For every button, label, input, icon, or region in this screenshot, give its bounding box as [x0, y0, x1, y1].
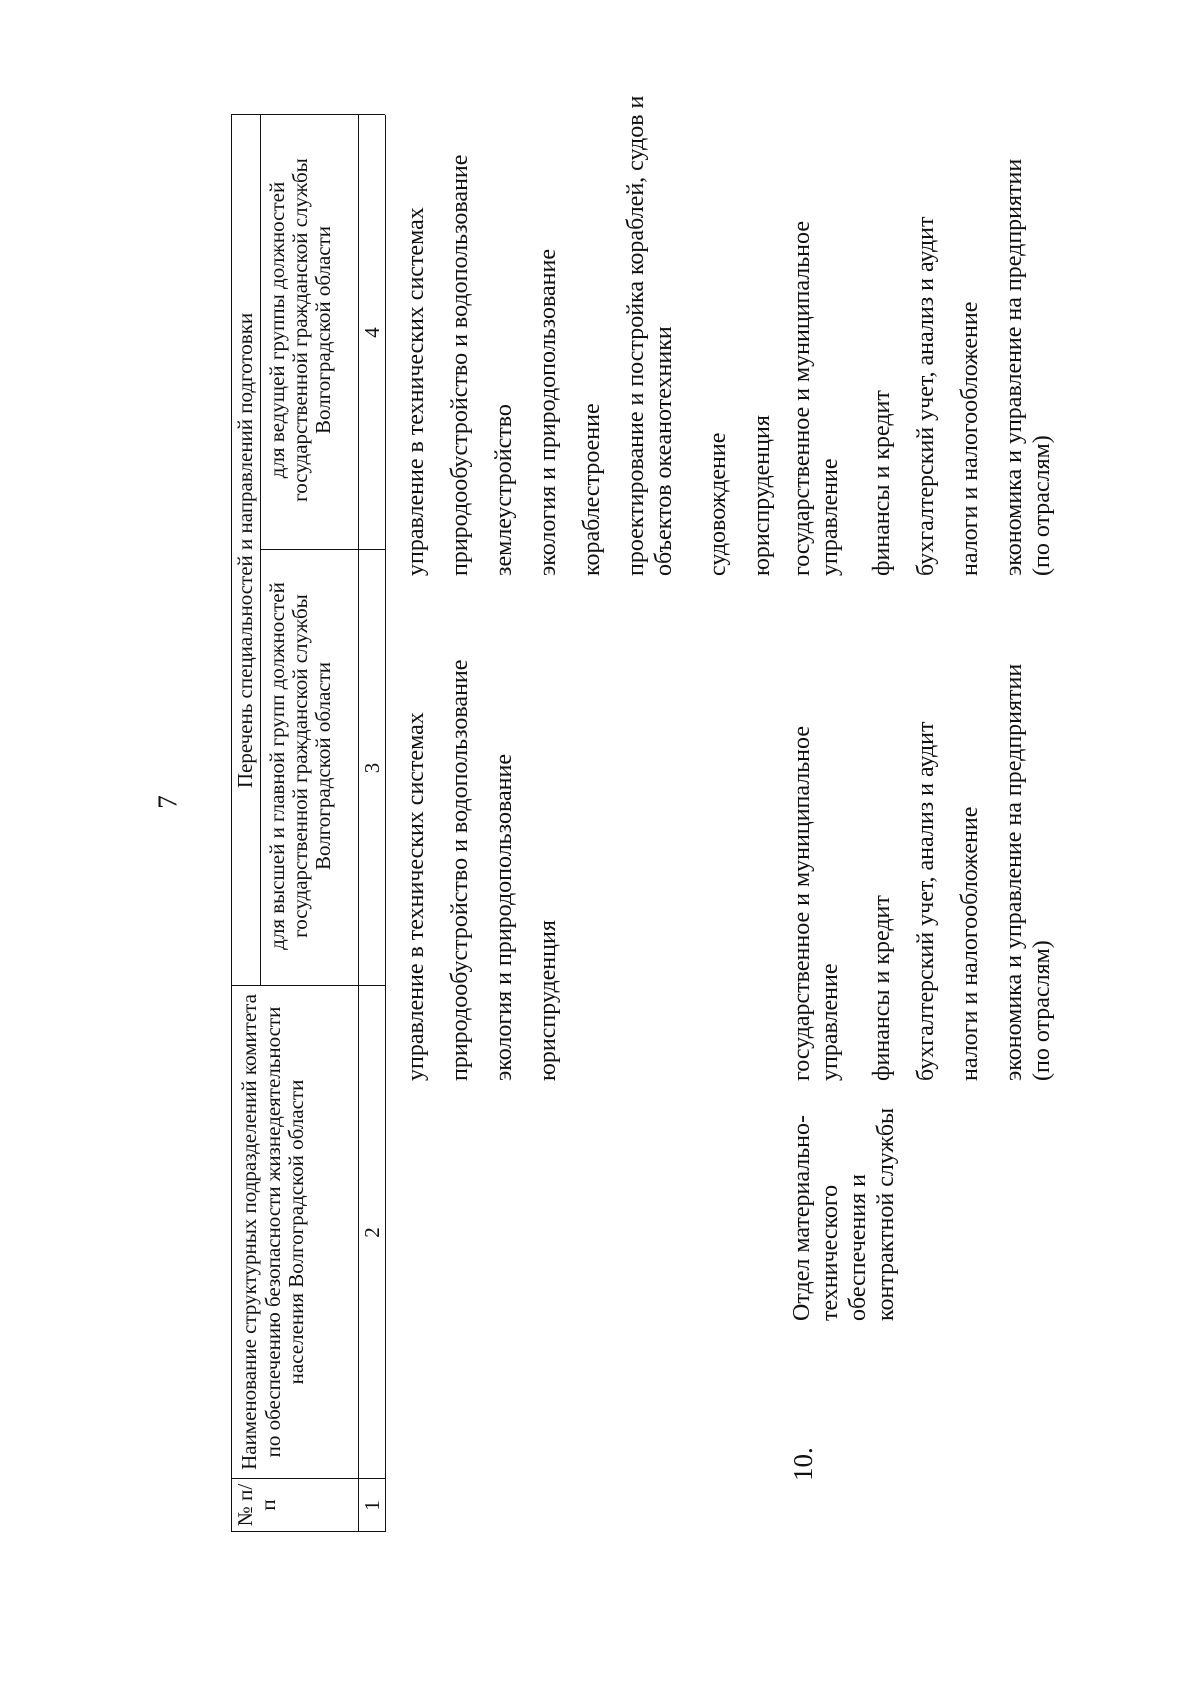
cont-col3-item: юриспруденция	[535, 920, 561, 1081]
header-col3: для высшей и главной групп должностей государственной гражданской службы Волгоградской области	[265, 582, 335, 950]
cont-col4-item: проектирование и постройка кораблей, судов и объектов океанотехники	[623, 95, 677, 576]
colnum-2: 2	[360, 1227, 384, 1238]
header-group: Перечень специальностей и направлений подготовки	[233, 312, 257, 789]
row10-col3-item: государственное и муниципальное управление	[789, 726, 843, 1081]
row10-col3-item: финансы и кредит	[869, 895, 895, 1081]
cont-col4-item: экология и природопользование	[535, 249, 561, 576]
colnum-4: 4	[360, 327, 384, 338]
row10-col4-item: финансы и кредит	[869, 390, 895, 576]
cont-col4-item: судовождение	[705, 432, 731, 576]
row10-col3-item: экономика и управление на предприятии (по отраслям)	[1001, 663, 1055, 1081]
numbers-bottom-line	[385, 115, 386, 1532]
cont-col4-item: землеустройство	[491, 404, 517, 576]
table-top-border	[231, 115, 232, 1532]
header-col1: № п/п	[233, 1483, 280, 1527]
row10-col4-item: бухгалтерский учет, анализ и аудит	[913, 216, 939, 576]
cont-col4-item: кораблестроение	[579, 403, 605, 576]
row10-col4-item: налоги и налогообложение	[957, 301, 983, 576]
header-col4: для ведущей группы должностей государственной гражданской службы Волгоградской области	[265, 158, 335, 502]
subheader-line	[260, 115, 261, 986]
cont-col4-item: юриспруденция	[749, 415, 775, 576]
cont-col3-item: управление в технических системах	[403, 712, 429, 1081]
cont-col3-item: экология и природопользование	[491, 754, 517, 1081]
row10-department-name: Отдел материально-технического обеспечения и контрактной службы	[789, 1107, 899, 1321]
cont-col4-item: управление в технических системах	[403, 207, 429, 576]
row10-number: 10.	[788, 1447, 818, 1481]
header-col2: Наименование структурных подразделений комитета по обеспечению безопасности жизнедеятельности населения Волгоградской области	[237, 994, 308, 1470]
row10-col3-item: бухгалтерский учет, анализ и аудит	[913, 721, 939, 1081]
page-number: 7	[152, 795, 183, 809]
row10-col4-item: государственное и муниципальное управление	[789, 221, 843, 576]
cont-col3-item: природообустройство и водопользование	[447, 659, 473, 1081]
cont-col4-item: природообустройство и водопользование	[447, 154, 473, 576]
header-bottom-line	[358, 115, 359, 1532]
row10-col4-item: экономика и управление на предприятии (по отраслям)	[1001, 158, 1055, 576]
colnum-1: 1	[360, 1500, 384, 1511]
row10-col3-item: налоги и налогообложение	[957, 806, 983, 1081]
colnum-3: 3	[360, 762, 384, 774]
